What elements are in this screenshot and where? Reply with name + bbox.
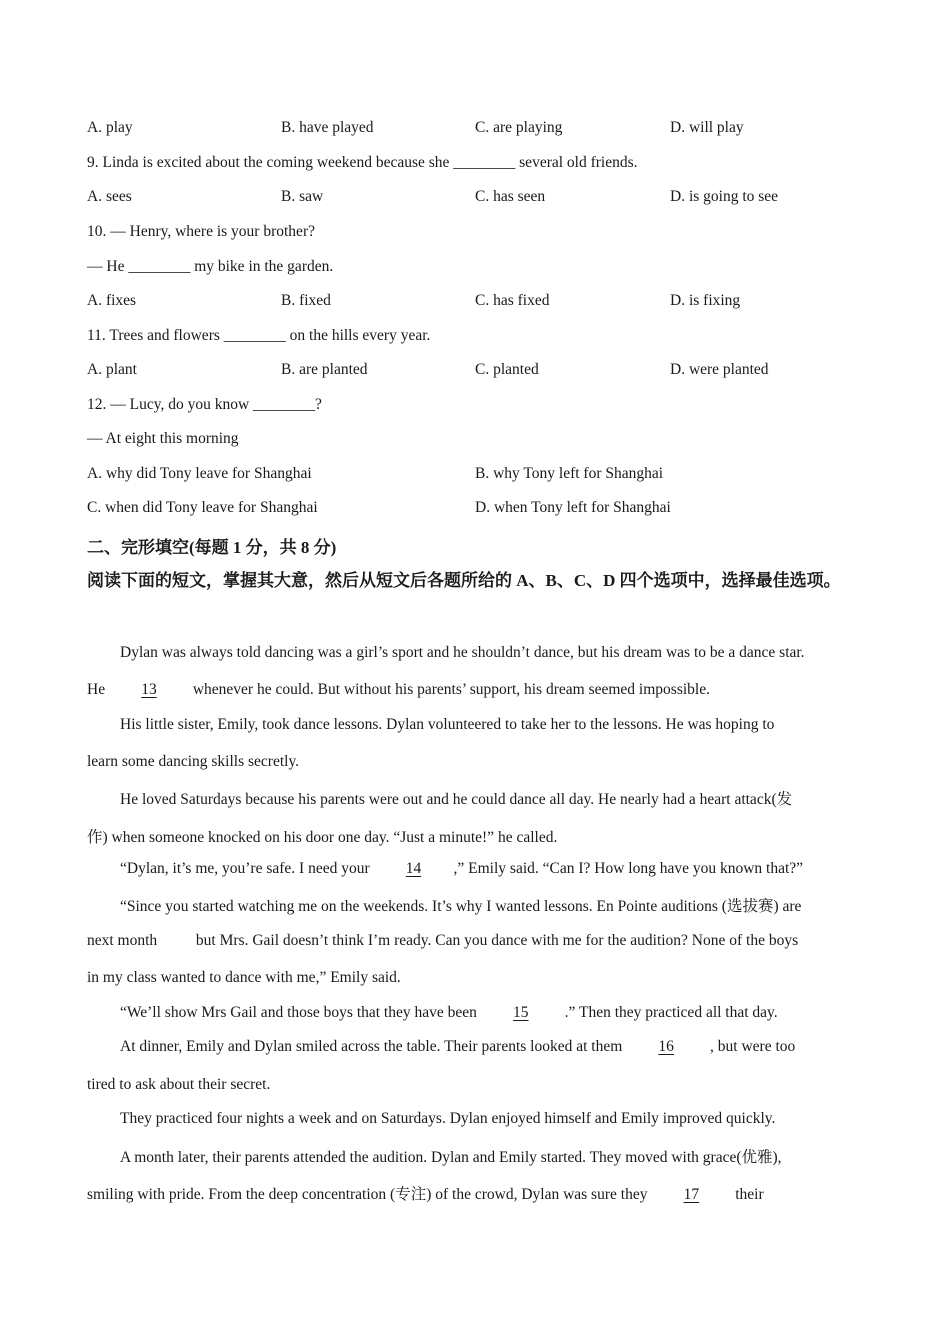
blank-17[interactable]: 17 <box>683 1186 700 1203</box>
q11-option-b: B. are planted <box>281 361 368 378</box>
passage-text: “We’ll show Mrs Gail and those boys that they have been <box>120 1004 481 1021</box>
q12-option-b: B. why Tony left for Shanghai <box>475 465 664 482</box>
passage-line <box>87 681 710 699</box>
passage-text: ,” Emily said. “Can I? How long have you known that?” <box>453 860 804 877</box>
blank-15[interactable]: 15 <box>513 1004 529 1021</box>
q8-option-c: C. are playing <box>475 119 563 136</box>
q9-stem: 9. Linda is excited about the coming weekend because she ________ several old friends. <box>87 154 638 171</box>
q10-stem: 10. — Henry, where is your brother? <box>87 223 315 240</box>
passage-line: in my class wanted to dance with me,” Emily said. <box>87 969 401 986</box>
passage-text: whenever he could. But without his parents’ support, his dream seemed impossible. <box>188 681 710 698</box>
q8-option-b: B. have played <box>281 119 374 136</box>
section-instruction: 阅读下面的短文，掌握其大意，然后从短文后各题所给的 A、B、C、D 四个选项中，选择最佳选项。 <box>87 571 841 590</box>
section-title: 二、完形填空(每题 1 分，共 8 分) <box>87 538 337 557</box>
passage-text: He <box>87 681 109 698</box>
q12-stem: 12. — Lucy, do you know ________? <box>87 396 322 413</box>
passage-line: He loved Saturdays because his parents were out and he could dance all day. He nearly had a heart attack(发 <box>120 791 793 808</box>
q12-option-c: C. when did Tony leave for Shanghai <box>87 499 318 516</box>
passage-line: Dylan was always told dancing was a girl’s sport and he shouldn’t dance, but his dream was to be a dance star. <box>120 644 805 661</box>
q9-option-c: C. has seen <box>475 188 546 205</box>
q9-option-b: B. saw <box>281 188 324 205</box>
passage-text: their <box>731 1186 764 1203</box>
passage-text: , but were too <box>706 1038 796 1055</box>
passage-line <box>120 1004 778 1022</box>
blank-14[interactable]: 14 <box>405 860 422 877</box>
passage-text: smiling with pride. From the deep concentration (专注) of the crowd, Dylan was sure they <box>87 1186 652 1203</box>
q8-option-d: D. will play <box>670 119 744 136</box>
q11-stem: 11. Trees and flowers ________ on the hills every year. <box>87 327 431 344</box>
passage-text: .” Then they practiced all that day. <box>560 1004 778 1021</box>
passage-line: tired to ask about their secret. <box>87 1076 271 1093</box>
passage-line: His little sister, Emily, took dance lessons. Dylan volunteered to take her to the lessons. He was hoping to <box>120 716 775 733</box>
passage-line: A month later, their parents attended the audition. Dylan and Emily started. They moved with grace(优雅), <box>120 1149 782 1166</box>
passage-text: “Dylan, it’s me, you’re safe. I need your <box>120 860 374 877</box>
q11-option-c: C. planted <box>475 361 539 378</box>
q10-reply: — He ________ my bike in the garden. <box>87 258 334 275</box>
q12-reply: — At eight this morning <box>87 430 239 447</box>
passage-line: “Since you started watching me on the weekends. It’s why I wanted lessons. En Pointe auditions (选拔赛) are <box>120 898 802 915</box>
q9-option-d: D. is going to see <box>670 188 779 205</box>
blank-13[interactable]: 13 <box>141 681 157 698</box>
q8-option-a: A. play <box>87 119 133 136</box>
passage-line: learn some dancing skills secretly. <box>87 753 300 770</box>
passage-text: At dinner, Emily and Dylan smiled across the table. Their parents looked at them <box>120 1038 627 1055</box>
q10-option-c: C. has fixed <box>475 292 550 309</box>
passage-line: next month but Mrs. Gail doesn’t think I’m ready. Can you dance with me for the audition? None of the boys <box>87 932 799 949</box>
q10-option-a: A. fixes <box>87 292 137 309</box>
passage-line: They practiced four nights a week and on Saturdays. Dylan enjoyed himself and Emily improved quickly. <box>120 1110 776 1127</box>
q10-option-b: B. fixed <box>281 292 331 309</box>
passage-line <box>87 1182 764 1204</box>
q12-option-d: D. when Tony left for Shanghai <box>475 499 671 516</box>
q10-option-d: D. is fixing <box>670 292 741 309</box>
passage-line <box>120 1038 795 1056</box>
blank-16[interactable]: 16 <box>658 1038 674 1055</box>
passage-line <box>120 860 803 878</box>
q9-option-a: A. sees <box>87 188 132 205</box>
q11-option-d: D. were planted <box>670 361 769 378</box>
passage-line: 作) when someone knocked on his door one day. “Just a minute!” he called. <box>87 829 558 846</box>
q11-option-a: A. plant <box>87 361 137 378</box>
q12-option-a: A. why did Tony leave for Shanghai <box>87 465 312 482</box>
